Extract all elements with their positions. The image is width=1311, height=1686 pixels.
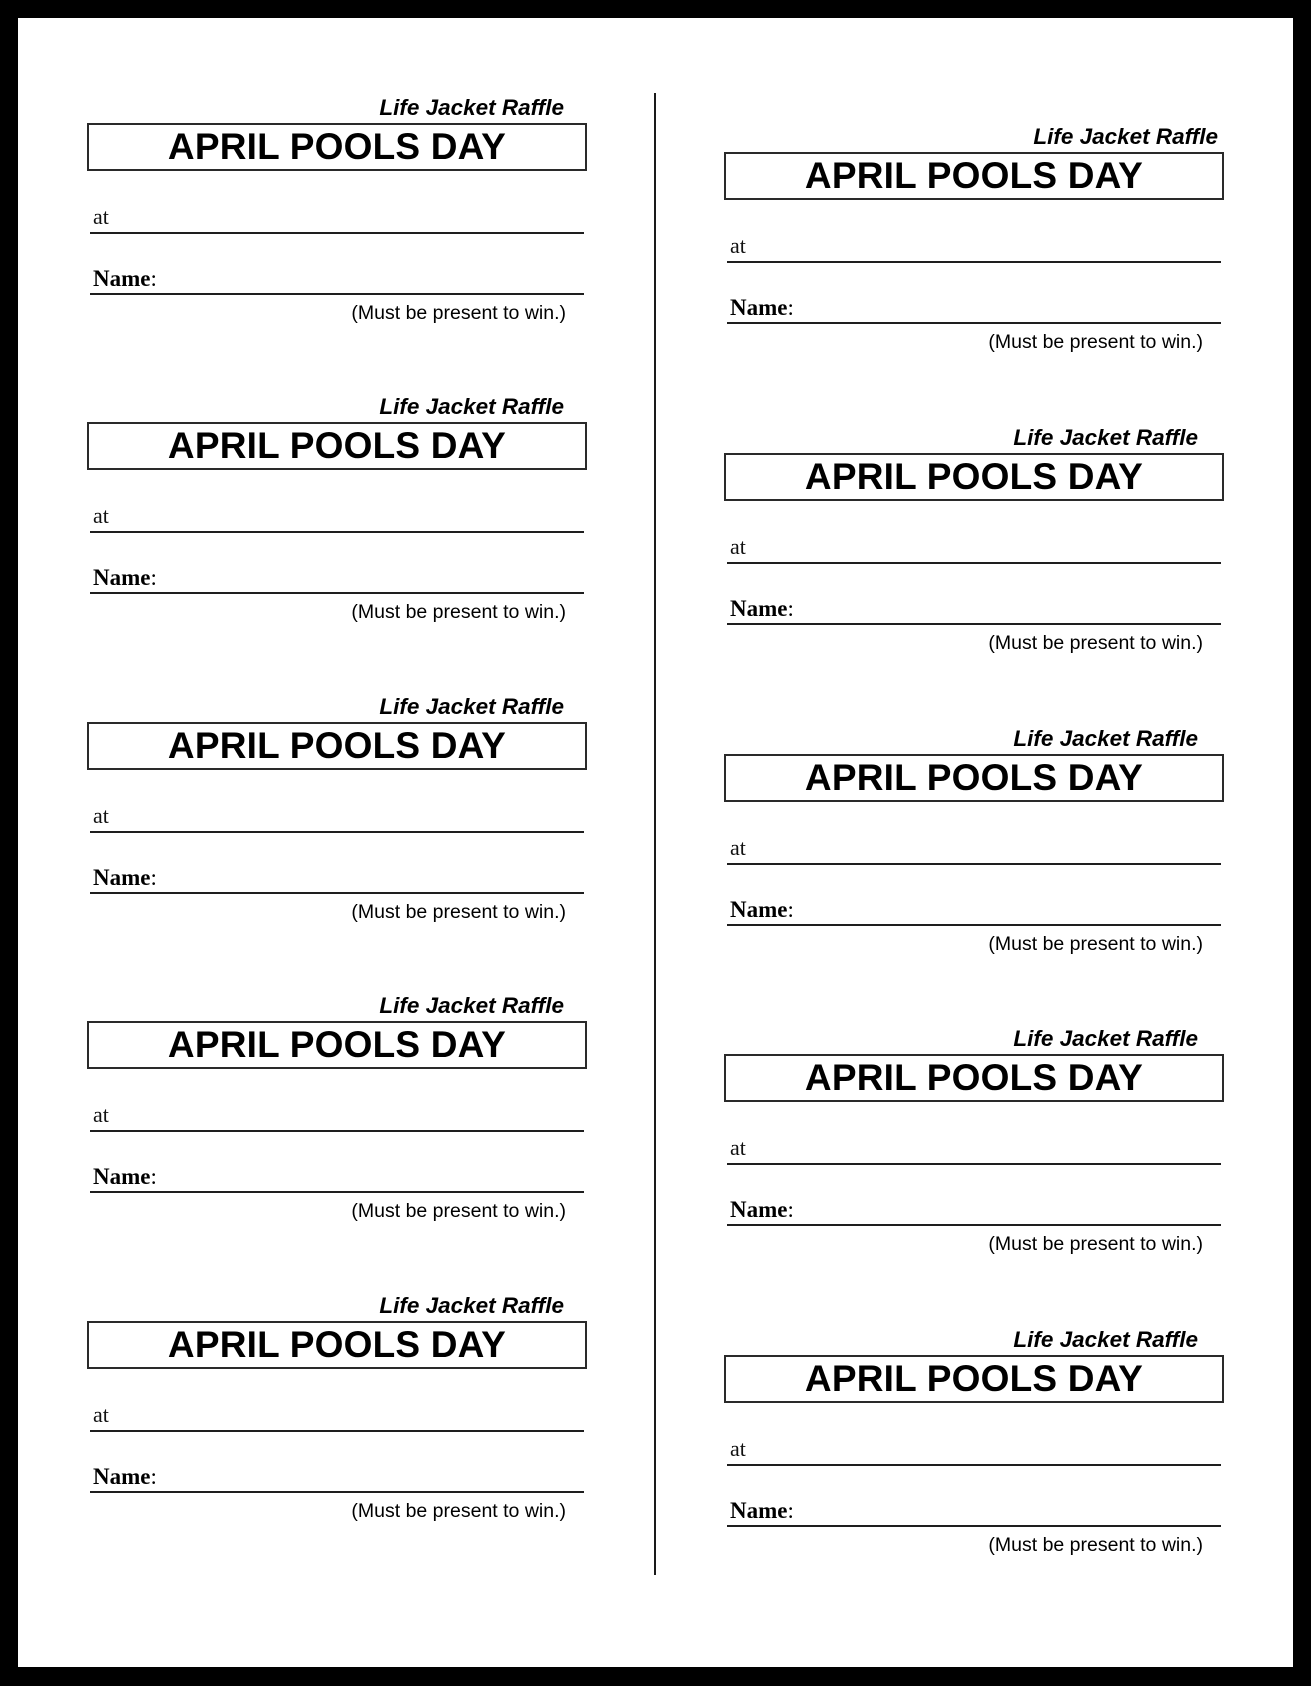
name-label-text: Name xyxy=(730,295,788,320)
at-label: at xyxy=(730,233,746,258)
name-label-text: Name xyxy=(93,865,151,890)
at-field[interactable] xyxy=(90,803,584,833)
at-underline xyxy=(727,562,1221,564)
event-title-box xyxy=(87,1321,587,1369)
event-title-box xyxy=(724,1054,1224,1102)
present-to-win-note: (Must be present to win.) xyxy=(988,632,1203,654)
event-title-box xyxy=(724,1355,1224,1403)
raffle-ticket-right-5 xyxy=(724,1327,1224,1575)
raffle-ticket-left-4 xyxy=(87,993,587,1241)
at-field[interactable] xyxy=(90,1102,584,1132)
raffle-label: Life Jacket Raffle xyxy=(379,993,564,1018)
name-label xyxy=(730,898,794,921)
name-field[interactable] xyxy=(727,294,1221,324)
name-underline xyxy=(727,1224,1221,1226)
name-field[interactable] xyxy=(727,595,1221,625)
name-label-text: Name xyxy=(730,897,788,922)
at-underline xyxy=(90,1130,584,1132)
name-label-colon: : xyxy=(787,1197,794,1222)
name-label-colon: : xyxy=(787,295,794,320)
raffle-ticket-left-1 xyxy=(87,95,587,343)
name-label xyxy=(93,267,157,290)
name-underline xyxy=(90,892,584,894)
name-label xyxy=(93,1165,157,1188)
at-label: at xyxy=(93,1102,109,1127)
name-label-colon: : xyxy=(787,1498,794,1523)
raffle-label: Life Jacket Raffle xyxy=(1033,124,1218,149)
present-to-win-note: (Must be present to win.) xyxy=(351,901,566,923)
name-label-colon: : xyxy=(150,1164,157,1189)
event-title: APRIL POOLS DAY xyxy=(167,126,507,167)
name-field[interactable] xyxy=(727,896,1221,926)
event-title: APRIL POOLS DAY xyxy=(167,425,507,466)
at-field[interactable] xyxy=(90,503,584,533)
event-title-box xyxy=(87,722,587,770)
name-label-colon: : xyxy=(787,897,794,922)
present-to-win-note: (Must be present to win.) xyxy=(988,1233,1203,1255)
event-title-box xyxy=(724,152,1224,200)
present-to-win-note: (Must be present to win.) xyxy=(351,302,566,324)
name-label xyxy=(730,296,794,319)
name-label-colon: : xyxy=(150,865,157,890)
raffle-label: Life Jacket Raffle xyxy=(379,694,564,719)
raffle-label: Life Jacket Raffle xyxy=(1013,1026,1198,1051)
present-to-win-note: (Must be present to win.) xyxy=(351,601,566,623)
at-label: at xyxy=(730,1436,746,1461)
event-title: APRIL POOLS DAY xyxy=(804,1057,1144,1098)
raffle-ticket-left-2 xyxy=(87,394,587,642)
event-title: APRIL POOLS DAY xyxy=(167,1324,507,1365)
name-underline xyxy=(90,592,584,594)
event-title-box xyxy=(87,422,587,470)
raffle-ticket-right-4 xyxy=(724,1026,1224,1274)
raffle-label: Life Jacket Raffle xyxy=(379,1293,564,1318)
at-field[interactable] xyxy=(727,835,1221,865)
present-to-win-note: (Must be present to win.) xyxy=(988,331,1203,353)
name-field[interactable] xyxy=(90,564,584,594)
raffle-ticket-right-3 xyxy=(724,726,1224,974)
event-title-box xyxy=(724,453,1224,501)
raffle-label: Life Jacket Raffle xyxy=(1013,726,1198,751)
name-label xyxy=(730,597,794,620)
at-field[interactable] xyxy=(727,1135,1221,1165)
raffle-ticket-right-2 xyxy=(724,425,1224,673)
event-title: APRIL POOLS DAY xyxy=(167,725,507,766)
at-label: at xyxy=(93,1402,109,1427)
name-label-text: Name xyxy=(93,266,151,291)
name-field[interactable] xyxy=(727,1497,1221,1527)
name-label xyxy=(93,1465,157,1488)
name-field[interactable] xyxy=(90,1163,584,1193)
event-title-box xyxy=(87,123,587,171)
raffle-label: Life Jacket Raffle xyxy=(1013,1327,1198,1352)
at-field[interactable] xyxy=(727,233,1221,263)
name-underline xyxy=(727,924,1221,926)
name-underline xyxy=(90,1491,584,1493)
raffle-ticket-left-3 xyxy=(87,694,587,942)
present-to-win-note: (Must be present to win.) xyxy=(351,1500,566,1522)
event-title: APRIL POOLS DAY xyxy=(804,456,1144,497)
event-title: APRIL POOLS DAY xyxy=(167,1024,507,1065)
at-label: at xyxy=(93,204,109,229)
at-field[interactable] xyxy=(727,534,1221,564)
name-label-text: Name xyxy=(93,1464,151,1489)
name-field[interactable] xyxy=(90,1463,584,1493)
raffle-ticket-left-5 xyxy=(87,1293,587,1541)
name-label-text: Name xyxy=(730,1498,788,1523)
name-label-colon: : xyxy=(150,266,157,291)
present-to-win-note: (Must be present to win.) xyxy=(988,933,1203,955)
event-title: APRIL POOLS DAY xyxy=(804,1358,1144,1399)
name-underline xyxy=(727,322,1221,324)
at-underline xyxy=(90,1430,584,1432)
name-label-colon: : xyxy=(150,1464,157,1489)
column-divider xyxy=(654,93,656,1575)
at-label: at xyxy=(730,1135,746,1160)
name-label xyxy=(730,1198,794,1221)
name-field[interactable] xyxy=(90,864,584,894)
at-underline xyxy=(727,261,1221,263)
at-label: at xyxy=(93,803,109,828)
at-underline xyxy=(90,531,584,533)
at-underline xyxy=(90,232,584,234)
name-label-text: Name xyxy=(93,565,151,590)
event-title: APRIL POOLS DAY xyxy=(804,757,1144,798)
present-to-win-note: (Must be present to win.) xyxy=(988,1534,1203,1556)
name-underline xyxy=(727,1525,1221,1527)
name-label-colon: : xyxy=(787,596,794,621)
at-underline xyxy=(727,1163,1221,1165)
name-label-text: Name xyxy=(730,1197,788,1222)
raffle-label: Life Jacket Raffle xyxy=(1013,425,1198,450)
raffle-label: Life Jacket Raffle xyxy=(379,95,564,120)
at-underline xyxy=(727,863,1221,865)
raffle-ticket-right-1 xyxy=(724,124,1224,372)
name-underline xyxy=(90,293,584,295)
at-label: at xyxy=(93,503,109,528)
name-label xyxy=(93,866,157,889)
at-underline xyxy=(90,831,584,833)
name-underline xyxy=(727,623,1221,625)
name-label xyxy=(93,566,157,589)
name-field[interactable] xyxy=(727,1196,1221,1226)
name-label-text: Name xyxy=(730,596,788,621)
present-to-win-note: (Must be present to win.) xyxy=(351,1200,566,1222)
event-title-box xyxy=(87,1021,587,1069)
raffle-label: Life Jacket Raffle xyxy=(379,394,564,419)
at-underline xyxy=(727,1464,1221,1466)
name-label-colon: : xyxy=(150,565,157,590)
name-underline xyxy=(90,1191,584,1193)
at-label: at xyxy=(730,835,746,860)
at-field[interactable] xyxy=(90,1402,584,1432)
at-field[interactable] xyxy=(727,1436,1221,1466)
name-label-text: Name xyxy=(93,1164,151,1189)
at-field[interactable] xyxy=(90,204,584,234)
name-field[interactable] xyxy=(90,265,584,295)
name-label xyxy=(730,1499,794,1522)
event-title: APRIL POOLS DAY xyxy=(804,155,1144,196)
event-title-box xyxy=(724,754,1224,802)
at-label: at xyxy=(730,534,746,559)
